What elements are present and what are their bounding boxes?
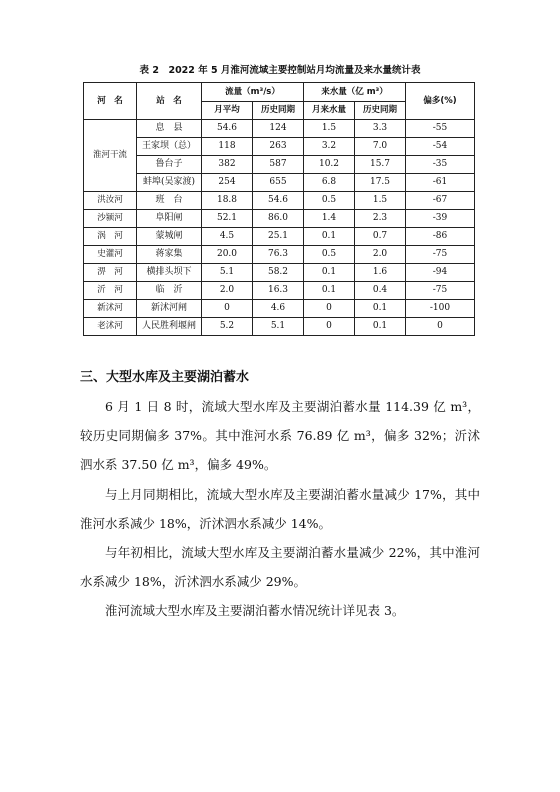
volume-history: 1.6 [355,264,406,282]
volume-month: 10.2 [304,156,355,174]
river-name: 淠 河 [84,264,137,282]
volume-month: 0.5 [304,192,355,210]
table-row [84,318,475,336]
table-row [84,264,475,282]
table-row [84,156,475,174]
flow-month: 382 [202,156,253,174]
volume-history: 0.7 [355,228,406,246]
header-flow: 流量（m³/s） [202,83,304,102]
header-volume: 来水量（亿 m³） [304,83,406,102]
header-flow-history: 历史同期 [253,102,304,120]
deviation: -67 [406,192,475,210]
flow-month: 52.1 [202,210,253,228]
flow-month: 5.1 [202,264,253,282]
volume-history: 17.5 [355,174,406,192]
station-name: 蒙城闸 [137,228,202,246]
river-name: 洪汝河 [84,192,137,210]
paragraph: 与年初相比，流域大型水库及主要湖泊蓄水量减少 22%，其中淮河水系减少 18%，沂沭泗水系减少 29%。 [80,545,480,589]
table-row [84,192,475,210]
river-name: 涡 河 [84,228,137,246]
volume-history: 7.0 [355,138,406,156]
station-name: 班 台 [137,192,202,210]
table-row [84,138,475,156]
flow-history: 54.6 [253,192,304,210]
station-name: 新沭河闸 [137,300,202,318]
volume-history: 0.1 [355,300,406,318]
volume-month: 0.1 [304,282,355,300]
river-name: 沙颍河 [84,210,137,228]
volume-month: 0.1 [304,264,355,282]
station-name: 临 沂 [137,282,202,300]
station-name: 王家坝（总） [137,138,202,156]
paragraph: 与上月同期相比，流域大型水库及主要湖泊蓄水量减少 17%，其中淮河水系减少 18%，沂沭泗水系减少 14%。 [80,487,480,531]
header-river: 河 名 [84,83,137,120]
header-station: 站 名 [137,83,202,120]
deviation: -86 [406,228,475,246]
volume-month: 1.4 [304,210,355,228]
station-name: 鲁台子 [137,156,202,174]
volume-history: 2.0 [355,246,406,264]
table-caption: 表 2 2022 年 5 月淮河流域主要控制站月均流量及来水量统计表 [139,65,421,76]
section-title: 三、大型水库及主要湖泊蓄水 [80,370,250,385]
flow-history: 587 [253,156,304,174]
deviation: -94 [406,264,475,282]
flow-statistics-table [83,82,475,336]
volume-history: 15.7 [355,156,406,174]
table-row [84,120,475,138]
river-name: 沂 河 [84,282,137,300]
volume-month: 0.5 [304,246,355,264]
volume-history: 0.4 [355,282,406,300]
flow-month: 20.0 [202,246,253,264]
header-deviation: 偏多(%) [406,83,475,120]
river-name: 淮河干流 [84,120,137,192]
flow-month: 118 [202,138,253,156]
header-volume-history: 历史同期 [355,102,406,120]
deviation: -55 [406,120,475,138]
river-name: 史灌河 [84,246,137,264]
volume-month: 6.8 [304,174,355,192]
volume-history: 2.3 [355,210,406,228]
flow-history: 25.1 [253,228,304,246]
paragraph: 淮河流域大型水库及主要湖泊蓄水情况统计详见表 3。 [105,603,405,618]
flow-month: 54.6 [202,120,253,138]
flow-history: 5.1 [253,318,304,336]
volume-month: 1.5 [304,120,355,138]
flow-month: 0 [202,300,253,318]
flow-month: 4.5 [202,228,253,246]
flow-history: 86.0 [253,210,304,228]
flow-history: 4.6 [253,300,304,318]
paragraph: 6 月 1 日 8 时，流域大型水库及主要湖泊蓄水量 114.39 亿 m³，较历史同期偏多 37%。其中淮河水系 76.89 亿 m³，偏多 32%；沂沭泗水系 37.50 亿 m³，偏多 49%。 [80,399,480,472]
header-volume-month: 月来水量 [304,102,355,120]
table-row [84,174,475,192]
flow-history: 76.3 [253,246,304,264]
deviation: -54 [406,138,475,156]
river-name: 老沭河 [84,318,137,336]
deviation: -75 [406,282,475,300]
volume-month: 0.1 [304,228,355,246]
station-name: 阜阳闸 [137,210,202,228]
flow-history: 124 [253,120,304,138]
volume-month: 3.2 [304,138,355,156]
deviation: 0 [406,318,475,336]
volume-history: 3.3 [355,120,406,138]
flow-month: 5.2 [202,318,253,336]
station-name: 人民胜利堰闸 [137,318,202,336]
flow-month: 18.8 [202,192,253,210]
header-flow-month: 月平均 [202,102,253,120]
flow-history: 655 [253,174,304,192]
deviation: -75 [406,246,475,264]
flow-month: 254 [202,174,253,192]
river-name: 新沭河 [84,300,137,318]
station-name: 息 县 [137,120,202,138]
volume-history: 0.1 [355,318,406,336]
table-row [84,210,475,228]
flow-history: 16.3 [253,282,304,300]
deviation: -100 [406,300,475,318]
table-row [84,228,475,246]
table-row [84,282,475,300]
table-row [84,246,475,264]
volume-history: 1.5 [355,192,406,210]
station-name: 蒋家集 [137,246,202,264]
table-row [84,300,475,318]
volume-month: 0 [304,300,355,318]
flow-history: 263 [253,138,304,156]
flow-month: 2.0 [202,282,253,300]
deviation: -39 [406,210,475,228]
flow-history: 58.2 [253,264,304,282]
station-name: 横排头坝下 [137,264,202,282]
deviation: -61 [406,174,475,192]
deviation: -35 [406,156,475,174]
station-name: 蚌埠(吴家渡) [137,174,202,192]
volume-month: 0 [304,318,355,336]
